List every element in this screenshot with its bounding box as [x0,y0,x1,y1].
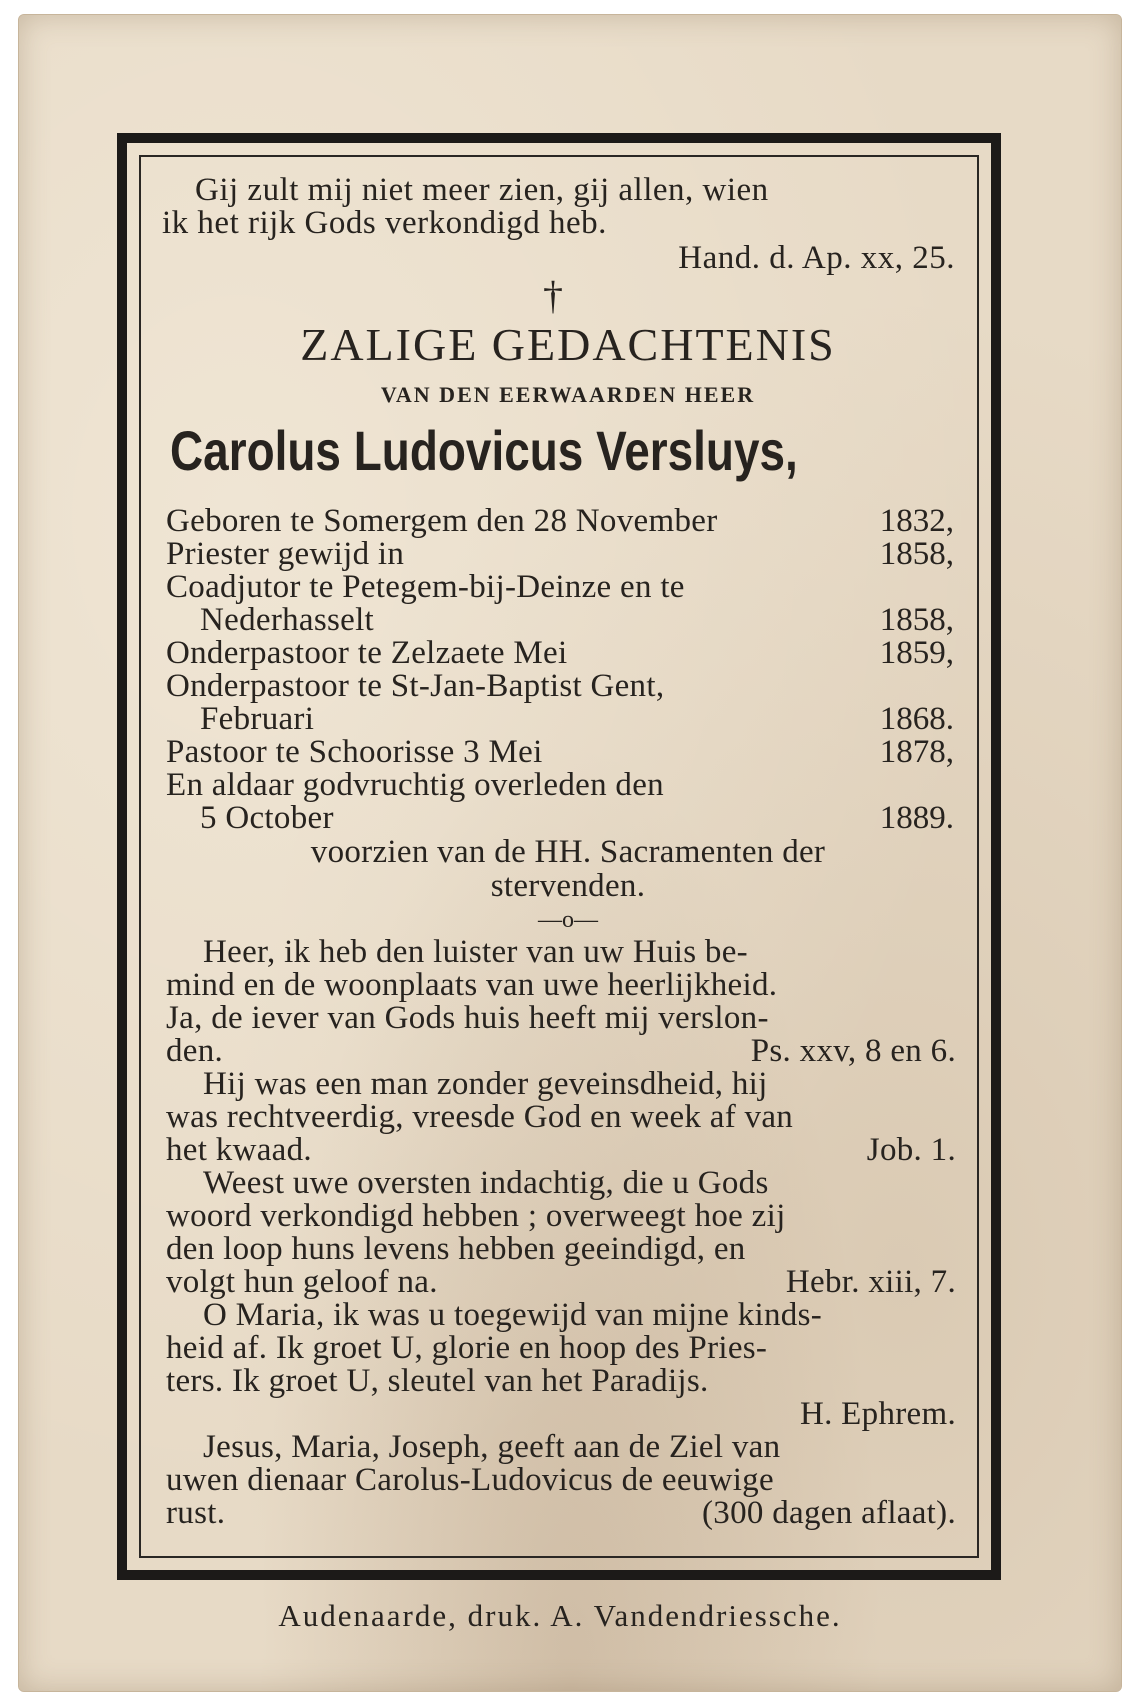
bio-year: 1858, [879,536,954,572]
quote-line: Heer, ik heb den luister van uw Huis be- [203,934,748,970]
bio-line: Priester gewijd in [166,536,405,572]
bio-year: 1832, [879,503,954,539]
printer-footer: Audenaarde, druk. A. Vandendriessche. [278,1598,842,1633]
bio-line: Geboren te Somergem den 28 November [166,503,718,539]
sacraments-line-1: voorzien van de HH. Sacramenten der [310,834,826,870]
quote-line: Hij was een man zonder geveinsdheid, hij [203,1066,768,1102]
bio-line: 5 October [200,800,334,836]
prayer-line: Jesus, Maria, Joseph, geeft aan de Ziel van [203,1429,781,1465]
quote-line: den. [166,1033,224,1069]
prayer-line: uwen dienaar Carolus-Ludovicus de eeuwige [166,1462,774,1498]
memorial-title: ZALIGE GEDACHTENIS [300,319,836,370]
epigraph-line-1: Gij zult mij niet meer zien, gij allen, wien [195,172,769,208]
memorial-subtitle: VAN DEN EERWAARDEN HEER [380,382,756,407]
epigraph-line-2: ik het rijk Gods verkondigd heb. [162,205,607,241]
bio-line: Onderpastoor te St-Jan-Baptist Gent, [166,668,665,704]
cross-icon: † [543,273,563,318]
bio-line: En aldaar godvruchtig overleden den [166,767,664,803]
quote-line: Weest uwe oversten indachtig, die u Gods [203,1165,769,1201]
quote-line: O Maria, ik was u toegewijd van mijne kinds- [203,1297,822,1333]
quote-reference: H. Ephrem. [799,1396,956,1432]
bio-year: 1889. [879,800,954,836]
quote-line: woord verkondigd hebben ; overweegt hoe zij [166,1198,786,1234]
bio-year: 1859, [879,635,954,671]
bio-year: 1878, [879,734,954,770]
ornament-separator: —o— [538,907,598,933]
quote-line: den loop huns levens hebben geeindigd, en [166,1231,746,1267]
quote-line: was rechtveerdig, vreesde God en week af van [166,1099,794,1135]
bio-line: Coadjutor te Petegem-bij-Deinze en te [166,569,685,605]
quote-line: heid af. Ik groet U, glorie en hoop des Pries- [166,1330,768,1366]
indulgence-note: (300 dagen aflaat). [702,1495,956,1531]
prayer-line: rust. [166,1495,226,1531]
quote-line: mind en de woonplaats van uwe heerlijkheid. [166,967,778,1003]
bio-year: 1868. [879,701,954,737]
epigraph-reference: Hand. d. Ap. xx, 25. [678,240,955,276]
quote-line: ters. Ik groet U, sleutel van het Paradijs. [166,1363,709,1399]
bio-line: Februari [200,701,315,737]
quote-line: Ja, de iever van Gods huis heeft mij verslon- [166,1000,769,1036]
quote-reference: Job. 1. [866,1132,956,1168]
sacraments-line-2: stervenden. [490,868,646,904]
bio-line: Onderpastoor te Zelzaete Mei [166,635,568,671]
deceased-name: Carolus Ludovicus Versluys, [170,419,798,482]
bio-year: 1858, [879,602,954,638]
quote-reference: Ps. xxv, 8 en 6. [750,1033,956,1069]
bio-line: Pastoor te Schoorisse 3 Mei [166,734,543,770]
quote-line: het kwaad. [166,1132,312,1168]
quote-reference: Hebr. xiii, 7. [785,1264,956,1300]
bio-line: Nederhasselt [200,602,375,638]
quote-line: volgt hun geloof na. [166,1264,438,1300]
